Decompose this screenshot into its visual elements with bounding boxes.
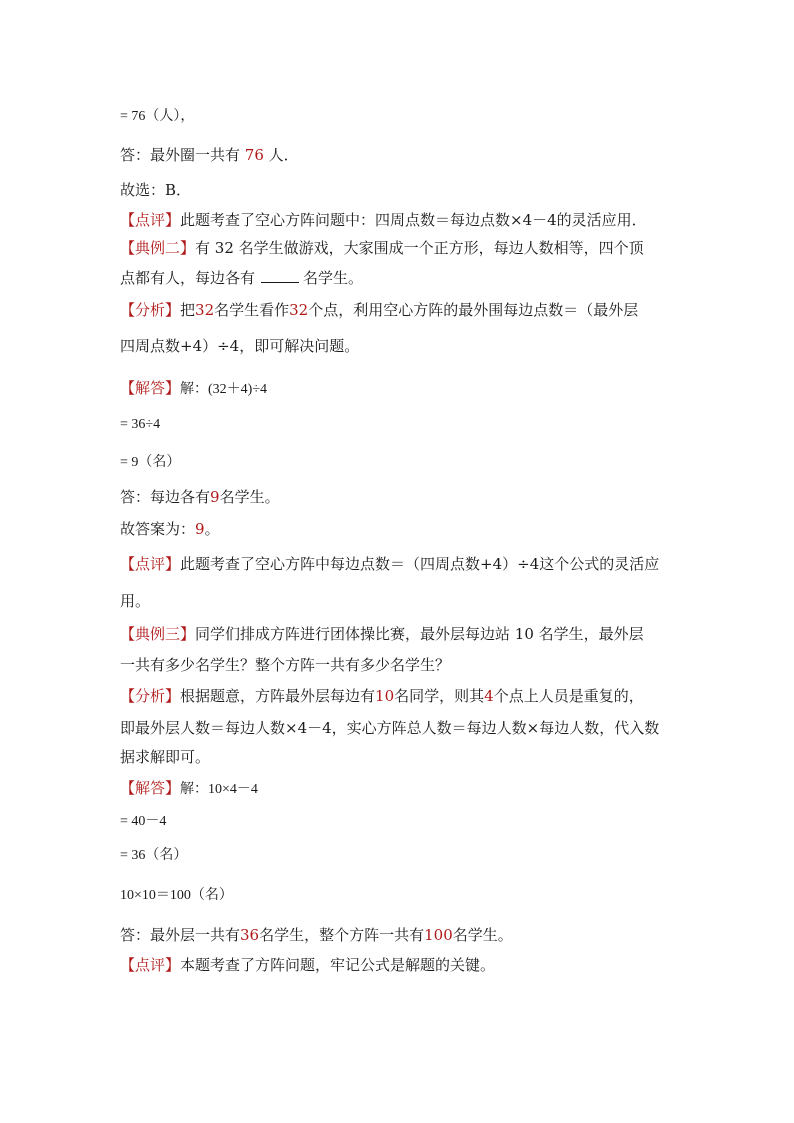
l14: 此题考查了空心方阵中每边点数＝（四周点数+4）÷4这个公式的灵活应 [180,555,660,573]
l05 [120,238,644,258]
l04 [120,210,647,230]
l18c: 名同学，则其 [394,687,485,705]
l06b: 名学生。 [303,269,364,287]
l25a: 答：最外层一共有 [120,926,241,944]
l18 [120,686,644,706]
l07 [120,300,638,320]
l08: 四周点数+4）÷4，即可解决问题。 [120,337,360,355]
l07e: 个点，利用空心方阵的最外围每边点数＝（最外层 [308,301,639,319]
l09: 解：(32＋4)÷4 [180,382,268,397]
l14 [120,554,659,574]
l12b: 9 [210,488,220,506]
l21tag: 【解答】 [120,779,181,797]
l26: 本题考查了方阵问题，牢记公式是解题的关键。 [180,956,496,974]
l13 [120,519,220,539]
l02a: 答：最外圈一共有 [120,146,241,164]
l22: = 40－4 [120,814,167,829]
l11: = 9（名） [120,455,181,470]
l13c: 。 [204,520,220,538]
l25 [120,925,513,945]
l24: 10×10＝100（名） [120,888,233,903]
l02 [120,145,299,165]
l16 [120,624,644,644]
l26tag: 【点评】 [120,956,181,974]
l15: 用。 [120,592,151,610]
l26 [120,955,495,975]
l07d: 32 [289,301,309,319]
l07b: 32 [195,301,215,319]
l12 [120,487,280,507]
l19: 即最外层人数＝每边人数×4－4，实心方阵总人数＝每边人数×每边人数，代入数 [120,719,660,737]
l09 [120,378,267,400]
l14tag: 【点评】 [120,555,181,573]
l03: 故选：B． [120,181,192,199]
l20: 据求解即可。 [120,748,211,766]
l13a: 故答案为： [120,520,196,538]
l18tag: 【分析】 [120,687,181,705]
l07tag: 【分析】 [120,301,181,319]
l21: 解：10×4－4 [180,782,258,797]
l12c: 名学生。 [219,488,280,506]
l04tag: 【点评】 [120,211,181,229]
l10: = 36÷4 [120,417,161,432]
l12a: 答：每边各有 [120,488,211,506]
l05: 有 32 名学生做游戏，大家围成一个正方形，每边人数相等，四个顶 [195,239,644,257]
l16: 同学们排成方阵进行团体操比赛，最外层每边站 10 名学生，最外层 [195,625,644,643]
l18e: 个点上人员是重复的， [493,687,644,705]
l23: = 36（名） [120,848,188,863]
l18b: 10 [375,687,395,705]
l17: 一共有多少名学生？整个方阵一共有多少名学生？ [120,656,451,674]
answer-blank[interactable] [261,268,299,283]
l25d: 100 [424,926,453,944]
l06a: 点都有人，每边各有 [120,269,256,287]
l21 [120,778,258,800]
l07c: 名学生看作 [214,301,290,319]
l25e: 名学生。 [452,926,513,944]
l02c: 人． [268,146,299,164]
l07a: 把 [180,301,196,319]
l05tag: 【典例二】 [120,239,196,257]
l06 [120,268,363,288]
l18d: 4 [484,687,494,705]
l18a: 根据题意，方阵最外层每边有 [180,687,376,705]
l16tag: 【典例三】 [120,625,196,643]
l01: = 76（人）， [120,109,195,124]
l09tag: 【解答】 [120,379,181,397]
l13b: 9 [195,520,205,538]
l25c: 名学生，整个方阵一共有 [259,926,425,944]
l25b: 36 [240,926,260,944]
l02b: 76 [244,146,264,164]
l04: 此题考查了空心方阵问题中：四周点数＝每边点数×4－4的灵活应用． [180,211,647,229]
